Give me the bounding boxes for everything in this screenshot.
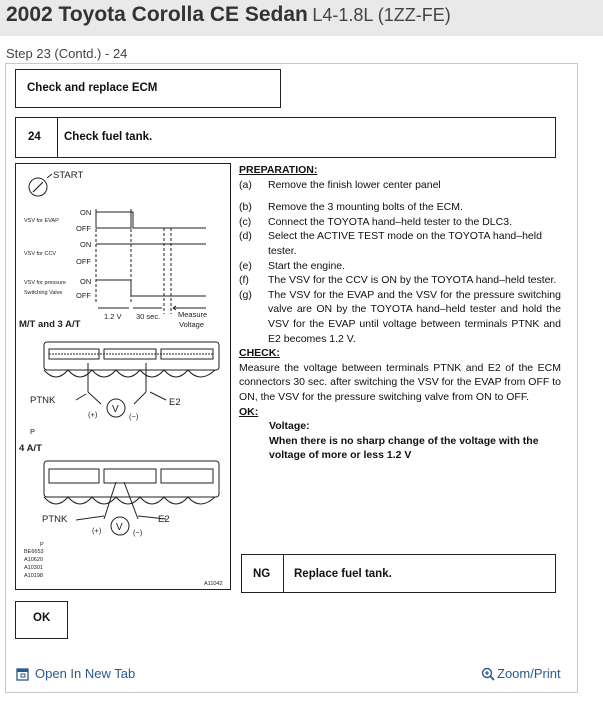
minus-label-2: (−) (133, 528, 143, 537)
prep-item-d (239, 229, 561, 258)
ecm-connector-at (44, 461, 219, 535)
vehicle-title: 2002 Toyota Corolla CE Sedan (6, 3, 308, 26)
at4-label: 4 A/T (19, 443, 42, 454)
prep-key: (f) (239, 274, 249, 287)
start-switch-icon (29, 174, 52, 196)
pressure-on-label: ON (80, 277, 92, 286)
prep-text: Remove the 3 mounting bolts of the ECM. (268, 201, 463, 214)
preparation-heading: PREPARATION: (239, 164, 318, 176)
engine-subtitle: L4-1.8L (1ZZ-FE) (312, 5, 451, 25)
instructions-column (239, 163, 561, 463)
prep-text: The VSV for the CCV is ON by the TOYOTA hand–held tester. (268, 274, 557, 287)
fig-code-1: BE6653 (24, 549, 44, 555)
replace-ecm-text: Check and replace ECM (27, 82, 158, 94)
evap-on-label: ON (80, 208, 92, 217)
prep-text: Remove the finish lower center panel (268, 178, 441, 191)
p-label-2: P (40, 542, 44, 548)
ccv-on-label: ON (80, 240, 92, 249)
prep-key: (g) (239, 288, 252, 301)
prep-key: (a) (239, 178, 252, 191)
minus-label-1: (−) (129, 412, 139, 421)
prep-item-a (239, 178, 561, 193)
time-label-2: 30 sec. (136, 312, 161, 321)
prep-key: (c) (239, 215, 252, 228)
ptnk-label-1: PTNK (30, 395, 56, 406)
pressure-off-label: OFF (76, 291, 91, 300)
step-number: 24 (28, 131, 41, 143)
evap-off-label: OFF (76, 224, 91, 233)
prep-item-e (239, 259, 561, 274)
ok-voltage-label: Voltage: (269, 420, 310, 433)
prep-key: (d) (239, 230, 252, 243)
prep-key: (e) (239, 259, 252, 272)
prep-text: Start the engine. (268, 259, 346, 272)
measure-label-1: Measure (178, 310, 208, 319)
prep-item-b (239, 200, 561, 215)
e2-label-1: E2 (169, 397, 181, 408)
timing-chart (96, 209, 206, 314)
check-heading: CHECK: (239, 347, 280, 360)
voltmeter-symbol-2: V (116, 522, 123, 533)
prep-key: (b) (239, 201, 252, 214)
vsv-ccv-label: VSV for CCV (24, 251, 57, 257)
open-in-new-tab-link[interactable] (16, 666, 135, 681)
step-label: Step 23 (Contd.) - 24 (6, 46, 128, 61)
ccv-off-label: OFF (76, 257, 91, 266)
prep-item-c (239, 215, 561, 230)
prep-text: The VSV for the EVAP and the VSV for the pressure switching valve are ON by the TOYOTA hand–held tester and hold the VSV for the EVAP until voltage between terminals PTNK and E2 becomes 1.2 V. (268, 288, 561, 345)
wiring-diagram (15, 163, 231, 590)
measure-label-2: Voltage (179, 320, 205, 329)
ok-voltage-text: When there is no sharp change of the voltage with the voltage of more or less 1.2 V (269, 434, 539, 462)
open-in-new-tab-label: Open In New Tab (35, 666, 136, 681)
prep-text: Select the ACTIVE TEST mode on the TOYOTA hand–held tester. (268, 230, 542, 257)
diagram-graphics (16, 164, 232, 591)
zoom-print-label: Zoom/Print (497, 666, 561, 681)
start-label: START (53, 170, 84, 181)
step-title: Check fuel tank. (64, 131, 153, 143)
figure-id: A11042 (204, 581, 223, 587)
fig-code-2: A10620 (24, 557, 43, 563)
ok-box-text: OK (33, 612, 51, 624)
fig-code-3: A10301 (24, 565, 43, 571)
plus-label-1: (+) (88, 410, 98, 419)
ecm-connector-mt (44, 342, 219, 417)
vsv-pressure-label-2: Switching Valve (24, 290, 63, 296)
fig-code-4: A10198 (24, 573, 43, 579)
zoom-icon (481, 667, 495, 681)
ng-tag: NG (253, 568, 271, 580)
time-label-1: 1.2 V (104, 312, 122, 321)
vsv-evap-label: VSV for EVAP (24, 218, 59, 224)
plus-label-2: (+) (92, 526, 102, 535)
voltmeter-symbol-1: V (112, 404, 119, 415)
ng-action-text: Replace fuel tank. (294, 568, 392, 580)
zoom-print-link[interactable] (481, 666, 561, 681)
prep-item-f (239, 273, 561, 288)
check-text: Measure the voltage between terminals PTNK and E2 of the ECM connectors 30 sec. after switching the VSV for the EVAP from OFF to ON, the VSV for the pressure switching valve from ON to OFF. (239, 361, 561, 403)
ok-heading: OK: (239, 405, 259, 418)
open-tab-icon (16, 667, 30, 681)
e2-label-2: E2 (158, 514, 170, 525)
p-label-1: P (30, 427, 36, 436)
prep-text: Connect the TOYOTA hand–held tester to the DLC3. (268, 215, 512, 228)
vsv-pressure-label-1: VSV for pressure (24, 280, 66, 286)
ptnk-label-2: PTNK (42, 514, 68, 525)
mt-at-label: M/T and 3 A/T (19, 319, 81, 330)
prep-item-g (239, 288, 561, 346)
page-header (0, 0, 603, 36)
